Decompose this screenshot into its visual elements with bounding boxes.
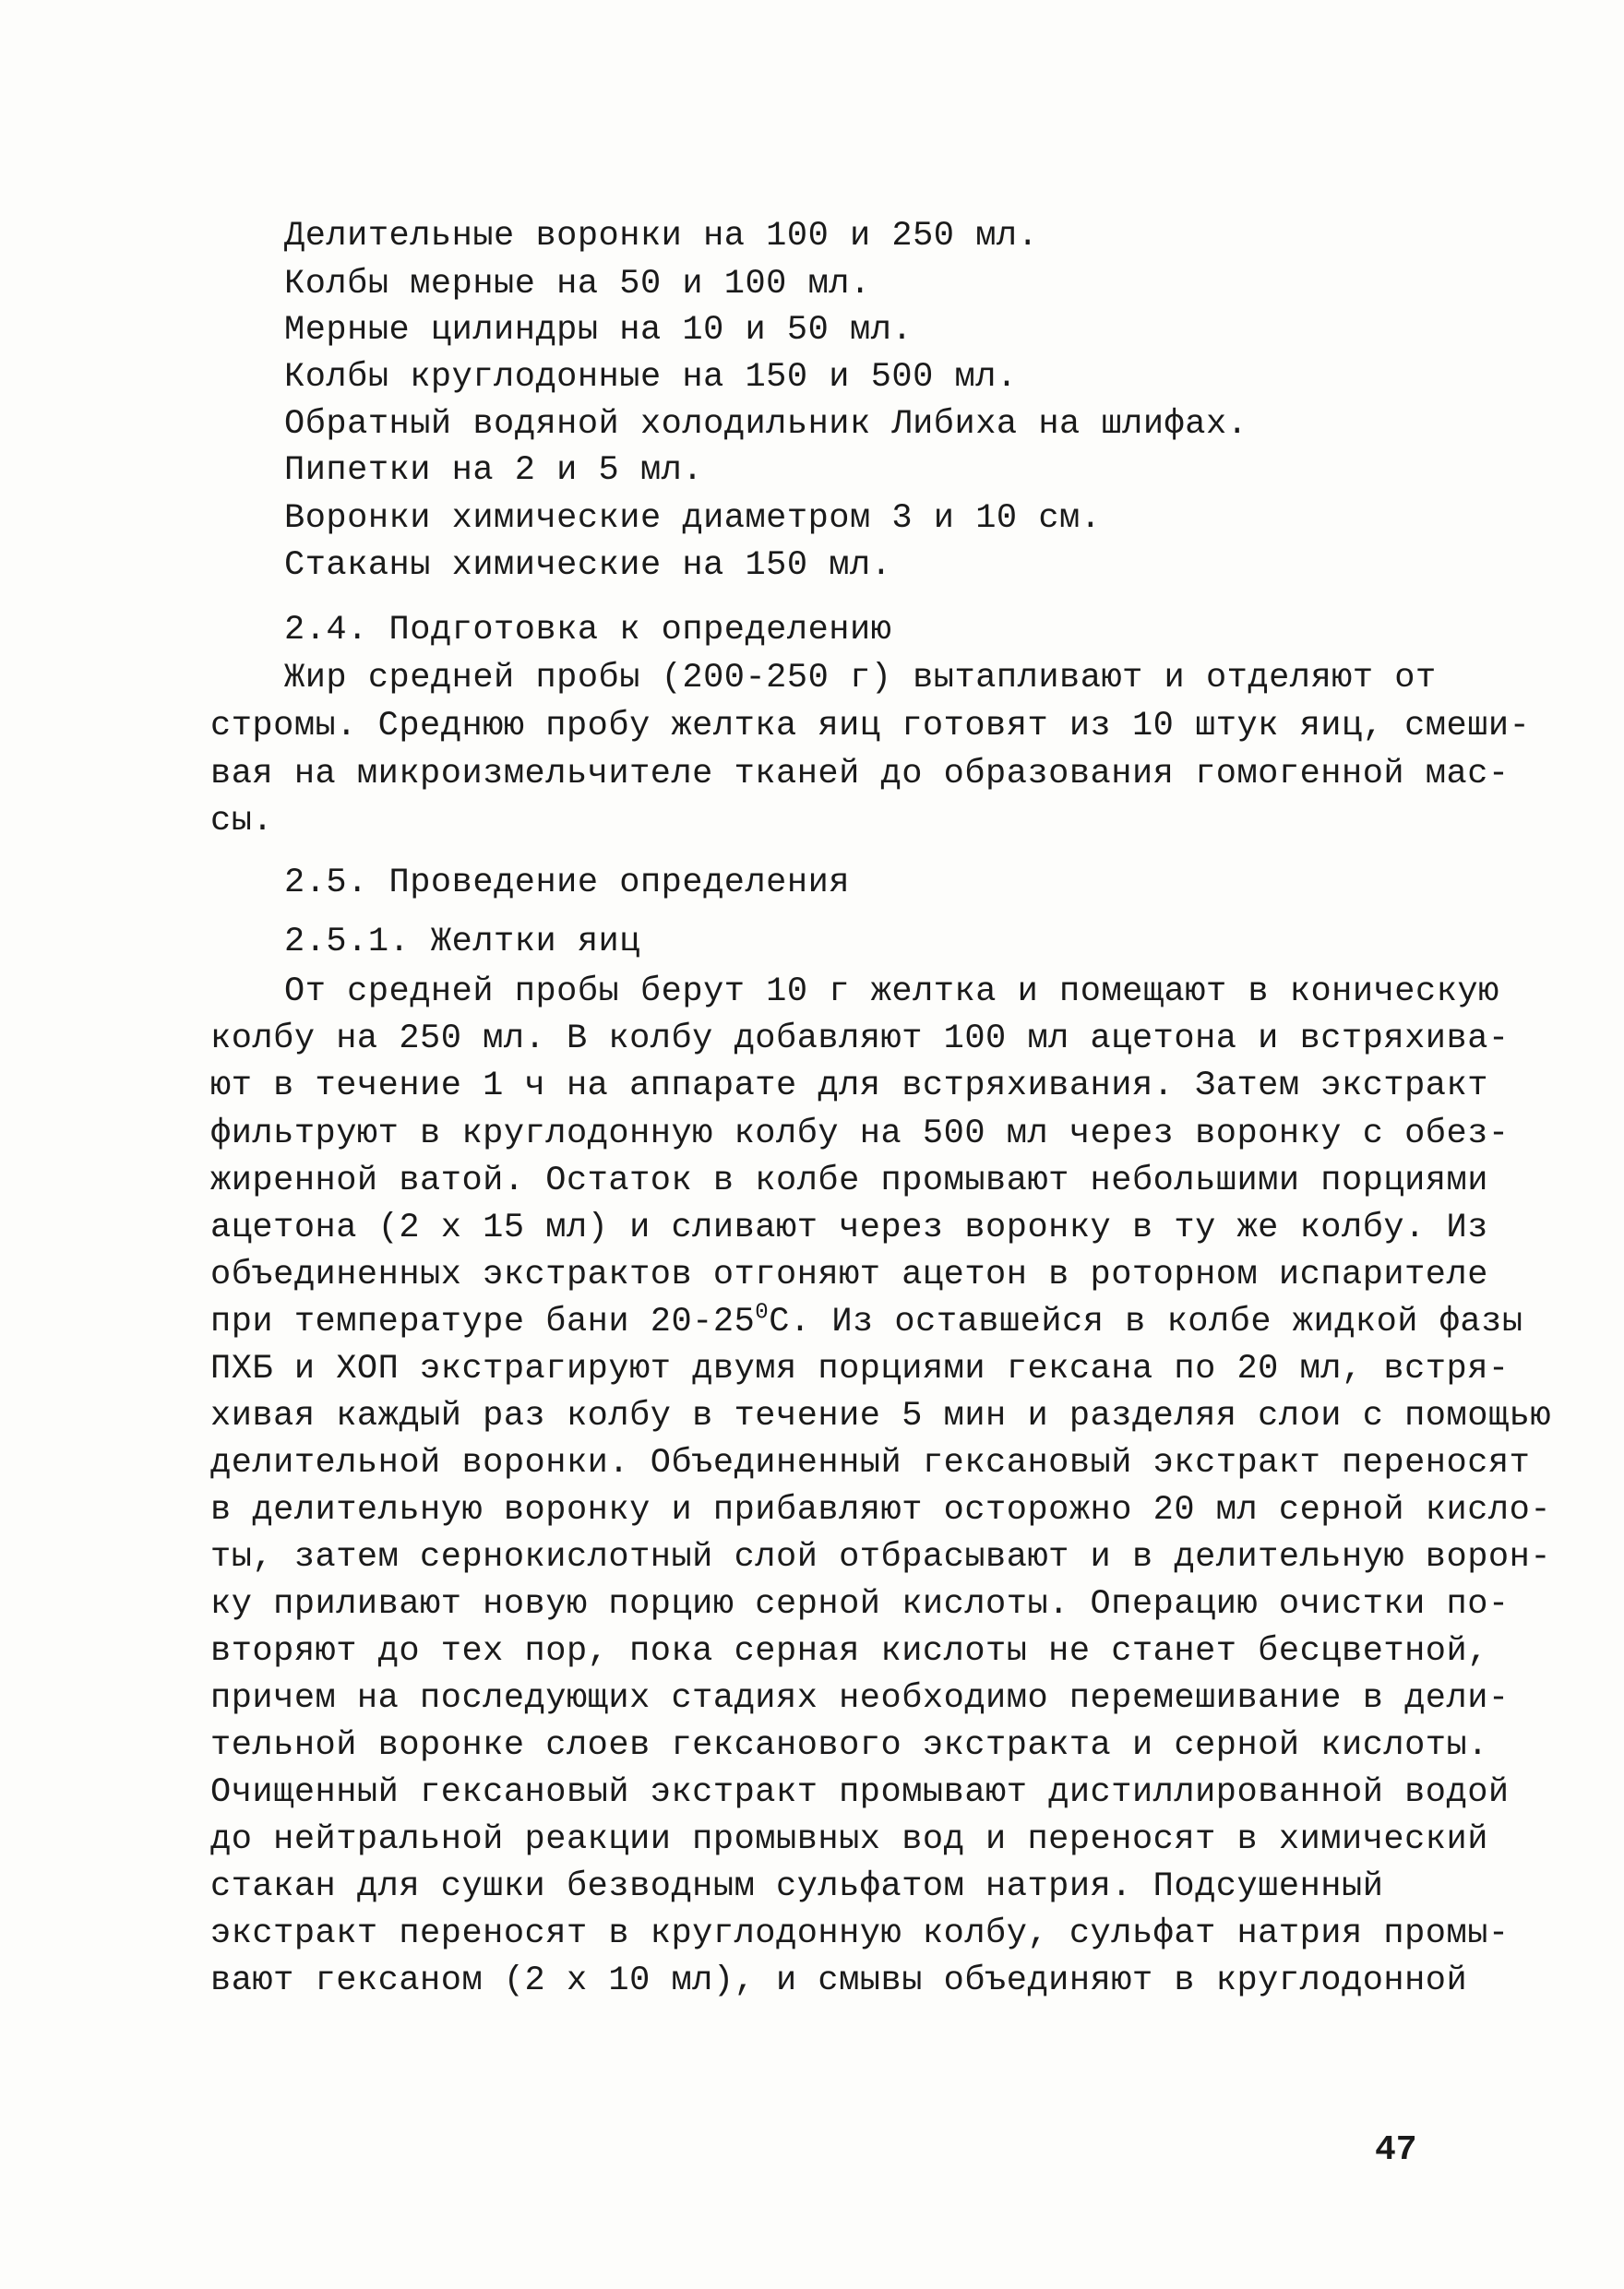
paragraph-line: причем на последующих стадиях необходимо перемешивание в дели-	[210, 1679, 1510, 1718]
page-number: 47	[1375, 2130, 1417, 2170]
equipment-item: Стаканы химические на 150 мл.	[284, 546, 892, 585]
paragraph-line: жиренной ватой. Остаток в колбе промывают небольшими порциями	[210, 1162, 1488, 1200]
equipment-item: Мерные цилиндры на 10 и 50 мл.	[284, 311, 914, 350]
paragraph-text: при температуре бани 20-25	[210, 1303, 756, 1341]
section-heading-2-5-1: 2.5.1. Желтки яиц	[284, 923, 640, 961]
paragraph-line: стромы. Среднюю пробу желтка яиц готовят из 10 штук яиц, смеши-	[210, 707, 1531, 745]
equipment-item: Колбы мерные на 50 и 100 мл.	[284, 265, 871, 304]
paragraph-line: вают гексаном (2 х 10 мл), и смывы объединяют в круглодонной	[210, 1961, 1468, 2000]
paragraph-line: ПХБ и ХОП экстрагируют двумя порциями гексана по 20 мл, встря-	[210, 1350, 1510, 1389]
paragraph-line: колбу на 250 мл. В колбу добавляют 100 мл ацетона и встряхива-	[210, 1019, 1510, 1058]
paragraph-line: вторяют до тех пор, пока серная кислоты не станет бесцветной,	[210, 1632, 1488, 1671]
paragraph-line: Жир средней пробы (200-250 г) вытапливают и отделяют от	[284, 659, 1437, 697]
equipment-item: Пипетки на 2 и 5 мл.	[284, 451, 704, 490]
paragraph-line: стакан для сушки безводным сульфатом натрия. Подсушенный	[210, 1867, 1384, 1906]
degree-superscript: 0	[755, 1300, 770, 1326]
equipment-item: Воронки химические диаметром 3 и 10 см.	[284, 499, 1102, 538]
paragraph-line: От средней пробы берут 10 г желтка и помещают в коническую	[284, 972, 1499, 1011]
paragraph-text: С. Из оставшейся в колбе жидкой фазы	[769, 1303, 1523, 1341]
paragraph-line: ку приливают новую порцию серной кислоты. Операцию очистки по-	[210, 1585, 1510, 1624]
paragraph-line: хивая каждый раз колбу в течение 5 мин и разделяя слои с помощью	[210, 1397, 1552, 1436]
paragraph-line: объединенных экстрактов отгоняют ацетон в роторном испарителе	[210, 1256, 1488, 1294]
paragraph-line: в делительную воронку и прибавляют осторожно 20 мл серной кисло-	[210, 1491, 1552, 1530]
paragraph-line: ацетона (2 х 15 мл) и сливают через воронку в ту же колбу. Из	[210, 1209, 1488, 1247]
paragraph-line: ты, затем сернокислотный слой отбрасывают и в делительную ворон-	[210, 1538, 1552, 1577]
section-heading-2-4: 2.4. Подготовка к определению	[284, 611, 892, 650]
paragraph-line: фильтруют в круглодонную колбу на 500 мл через воронку с обез-	[210, 1115, 1510, 1153]
paragraph-line: тельной воронке слоев гексанового экстракта и серной кислоты.	[210, 1726, 1488, 1765]
paragraph-line: Очищенный гексановый экстракт промывают дистиллированной водой	[210, 1773, 1510, 1812]
paragraph-line: вая на микроизмельчителе тканей до образования гомогенной мас-	[210, 755, 1510, 793]
equipment-item: Колбы круглодонные на 150 и 500 мл.	[284, 358, 1018, 397]
equipment-item: Делительные воронки на 100 и 250 мл.	[284, 217, 1039, 256]
section-heading-2-5: 2.5. Проведение определения	[284, 864, 850, 902]
paragraph-line: экстракт переносят в круглодонную колбу, сульфат натрия промы-	[210, 1914, 1510, 1953]
paragraph-line-with-superscript	[210, 1299, 1523, 1345]
paragraph-line: до нейтральной реакции промывных вод и переносят в химический	[210, 1820, 1488, 1859]
paragraph-line: ют в течение 1 ч на аппарате для встряхивания. Затем экстракт	[210, 1067, 1488, 1105]
equipment-item: Обратный водяной холодильник Либиха на шлифах.	[284, 405, 1248, 444]
paragraph-line: делительной воронки. Объединенный гексановый экстракт переносят	[210, 1444, 1531, 1483]
paragraph-line: сы.	[210, 802, 274, 840]
